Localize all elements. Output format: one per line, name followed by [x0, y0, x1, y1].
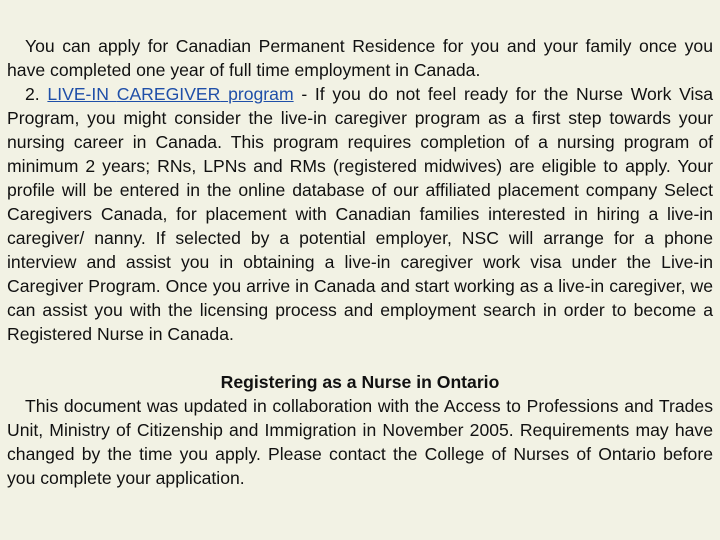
caregiver-paragraph — [7, 82, 713, 346]
residence-paragraph: You can apply for Canadian Permanent Residence for you and your family once you have completed one year of full time employment in Canada. — [7, 36, 713, 80]
link-text-program: program — [228, 84, 294, 104]
link-text-live-in: LIVE-IN — [47, 84, 110, 104]
section-heading: Registering as a Nurse in Ontario — [220, 372, 500, 392]
ontario-paragraph: This document was updated in collaboration with the Access to Professions and Trades Unit, Ministry of Citizenship and Immigration in November 2005. Requirements may have changed by the time you apply. Please contact the College of Nurses of Ontario before you complete your application. — [7, 396, 713, 488]
link-text-caregiver: CAREGIVER — [116, 84, 221, 104]
live-in-caregiver-link[interactable] — [47, 84, 293, 104]
document-body — [7, 34, 713, 490]
caregiver-paragraph-body: - If you do not feel ready for the Nurse Work Visa Program, you might consider the live-in caregiver program as a first step towards your nursing career in Canada. This program requires completion of a nursing program of minimum 2 years; RNs, LPNs and RMs (registered midwives) are eligible to apply. Your profile will be entered in the online database of our affiliated placement company Select Caregivers Canada, for placement with Canadian families interested in hiring a live-in caregiver/ nanny. If selected by a potential employer, NSC will arrange for a phone interview and assist you in obtaining a live-in caregiver work visa under the Live-in Caregiver Program. Once you arrive in Canada and start working as a live-in caregiver, we can assist you with the licensing process and employment search in order to become a Registered Nurse in Canada. — [7, 84, 714, 344]
list-number: 2. — [25, 84, 40, 104]
